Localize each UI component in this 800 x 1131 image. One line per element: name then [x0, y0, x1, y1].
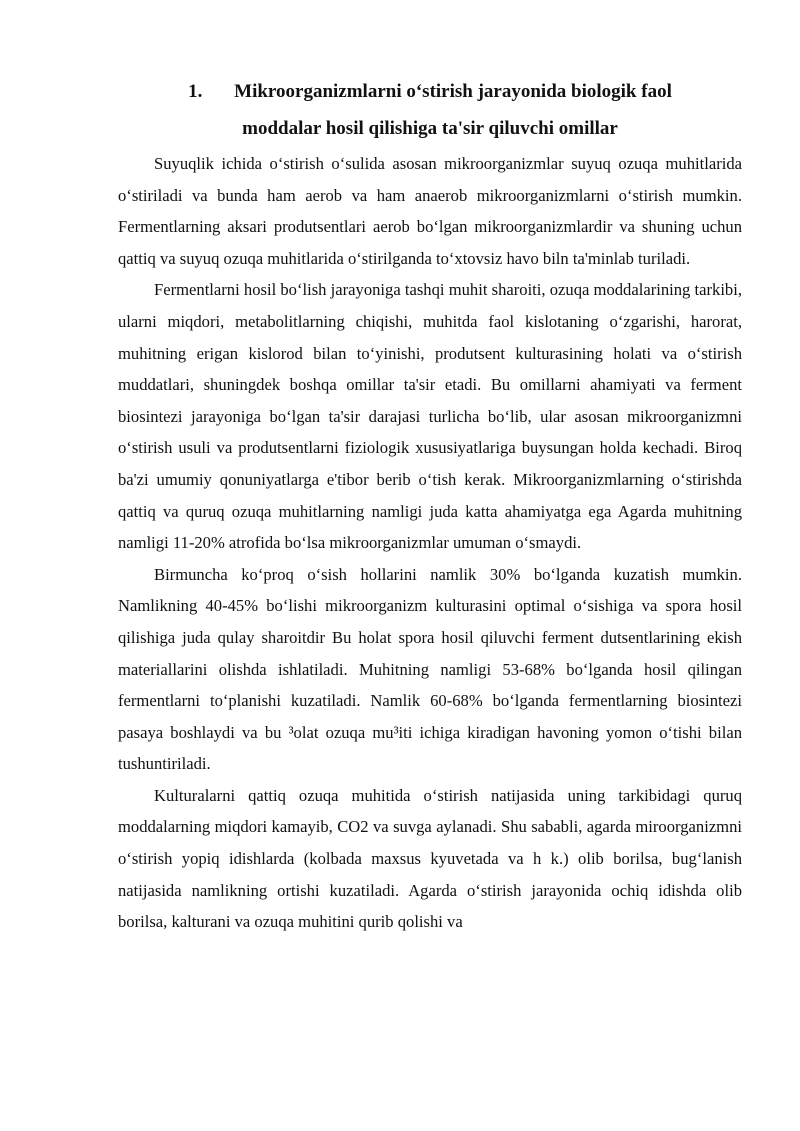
- paragraph: Suyuqlik ichida o‘stirish o‘sulida asosan mikroorganizmlar suyuq ozuqa muhitlarida o‘stiriladi va bunda ham aerob va ham anaerob mikroorganizmlarni o‘stirish mumkin. Fermentlarning aksari produtsentlari aerob bo‘lgan mikroorganizmlardir va shuning uchun qattiq va suyuq ozuqa muhitlarida o‘stirilganda to‘xtovsiz havo biln ta'minlab turiladi.: [118, 154, 742, 268]
- section-title-part-1: Mikroorganizmlarni o‘stirish jarayonida biologik faol: [234, 81, 672, 102]
- body-text: [118, 148, 742, 938]
- section-heading-line-1: [118, 76, 742, 107]
- section-title-part-2: moddalar hosil qilishiga ta'sir qiluvchi omillar: [242, 118, 618, 139]
- paragraph: Fermentlarni hosil bo‘lish jarayoniga tashqi muhit sharoiti, ozuqa moddalarining tarkibi, ularni miqdori, metabolitlarning chiqishi, muhitda faol kislotaning o‘zgarishi, harorat, muhitning erigan kislorod bilan to‘yinishi, produtsent kulturasining holati va o‘stirish muddatlari, shuningdek boshqa omillar ta'sir etadi. Bu omillarni ahamiyati va ferment biosintezi jarayoniga bo‘lgan ta'sir darajasi turlicha bo‘lib, ular asosan mikroorganizmni o‘stirish usuli va produtsentlarni fiziologik xususiyatlariga buysungan holda kechadi. Biroq ba'zi umumiy qonuniyatlarga e'tibor berib o‘tish kerak. Mikroorganizmlarning o‘stirishda qattiq va quruq ozuqa muhitlarning namligi juda katta ahamiyatga ega Agarda muhitning namligi 11-20% atrofida bo‘lsa mikroorganizmlar umuman o‘smaydi.: [118, 280, 742, 553]
- paragraph: Kulturalarni qattiq ozuqa muhitida o‘stirish natijasida uning tarkibidagi quruq moddalarning miqdori kamayib, CO2 va suvga aylanadi. Shu sababli, agarda miroorganizmni o‘stirish yopiq idishlarda (kolbada maxsus kyuvetada va h k.) olib borilsa, bug‘lanish natijasida namlikning ortishi kuzatiladi. Agarda o‘stirish jarayonida ochiq idishda olib borilsa, kalturani va ozuqa muhitini qurib qolishi va: [118, 785, 742, 932]
- paragraph: Birmuncha ko‘proq o‘sish hollarini namlik 30% bo‘lganda kuzatish mumkin. Namlikning 40-45% bo‘lishi mikroorganizm kulturasini optimal o‘sishiga va spora hosil qilishiga juda qulay sharoitdir Bu holat spora hosil qiluvchi ferment dutsentlarining ekish materiallarini olishda ishlatiladi. Muhitning namligi 53-68% bo‘lganda hosil qilingan fermentlarni to‘planishi kuzatiladi. Namlik 60-68% bo‘lganda fermentlarning biosintezi pasaya boshlaydi va bu ³olat ozuqa mu³iti ichiga kiradigan havoning yomon o‘tishi bilan tushuntiriladi.: [118, 564, 742, 774]
- section-heading-line-2: [118, 113, 742, 144]
- section-number: 1.: [188, 81, 203, 102]
